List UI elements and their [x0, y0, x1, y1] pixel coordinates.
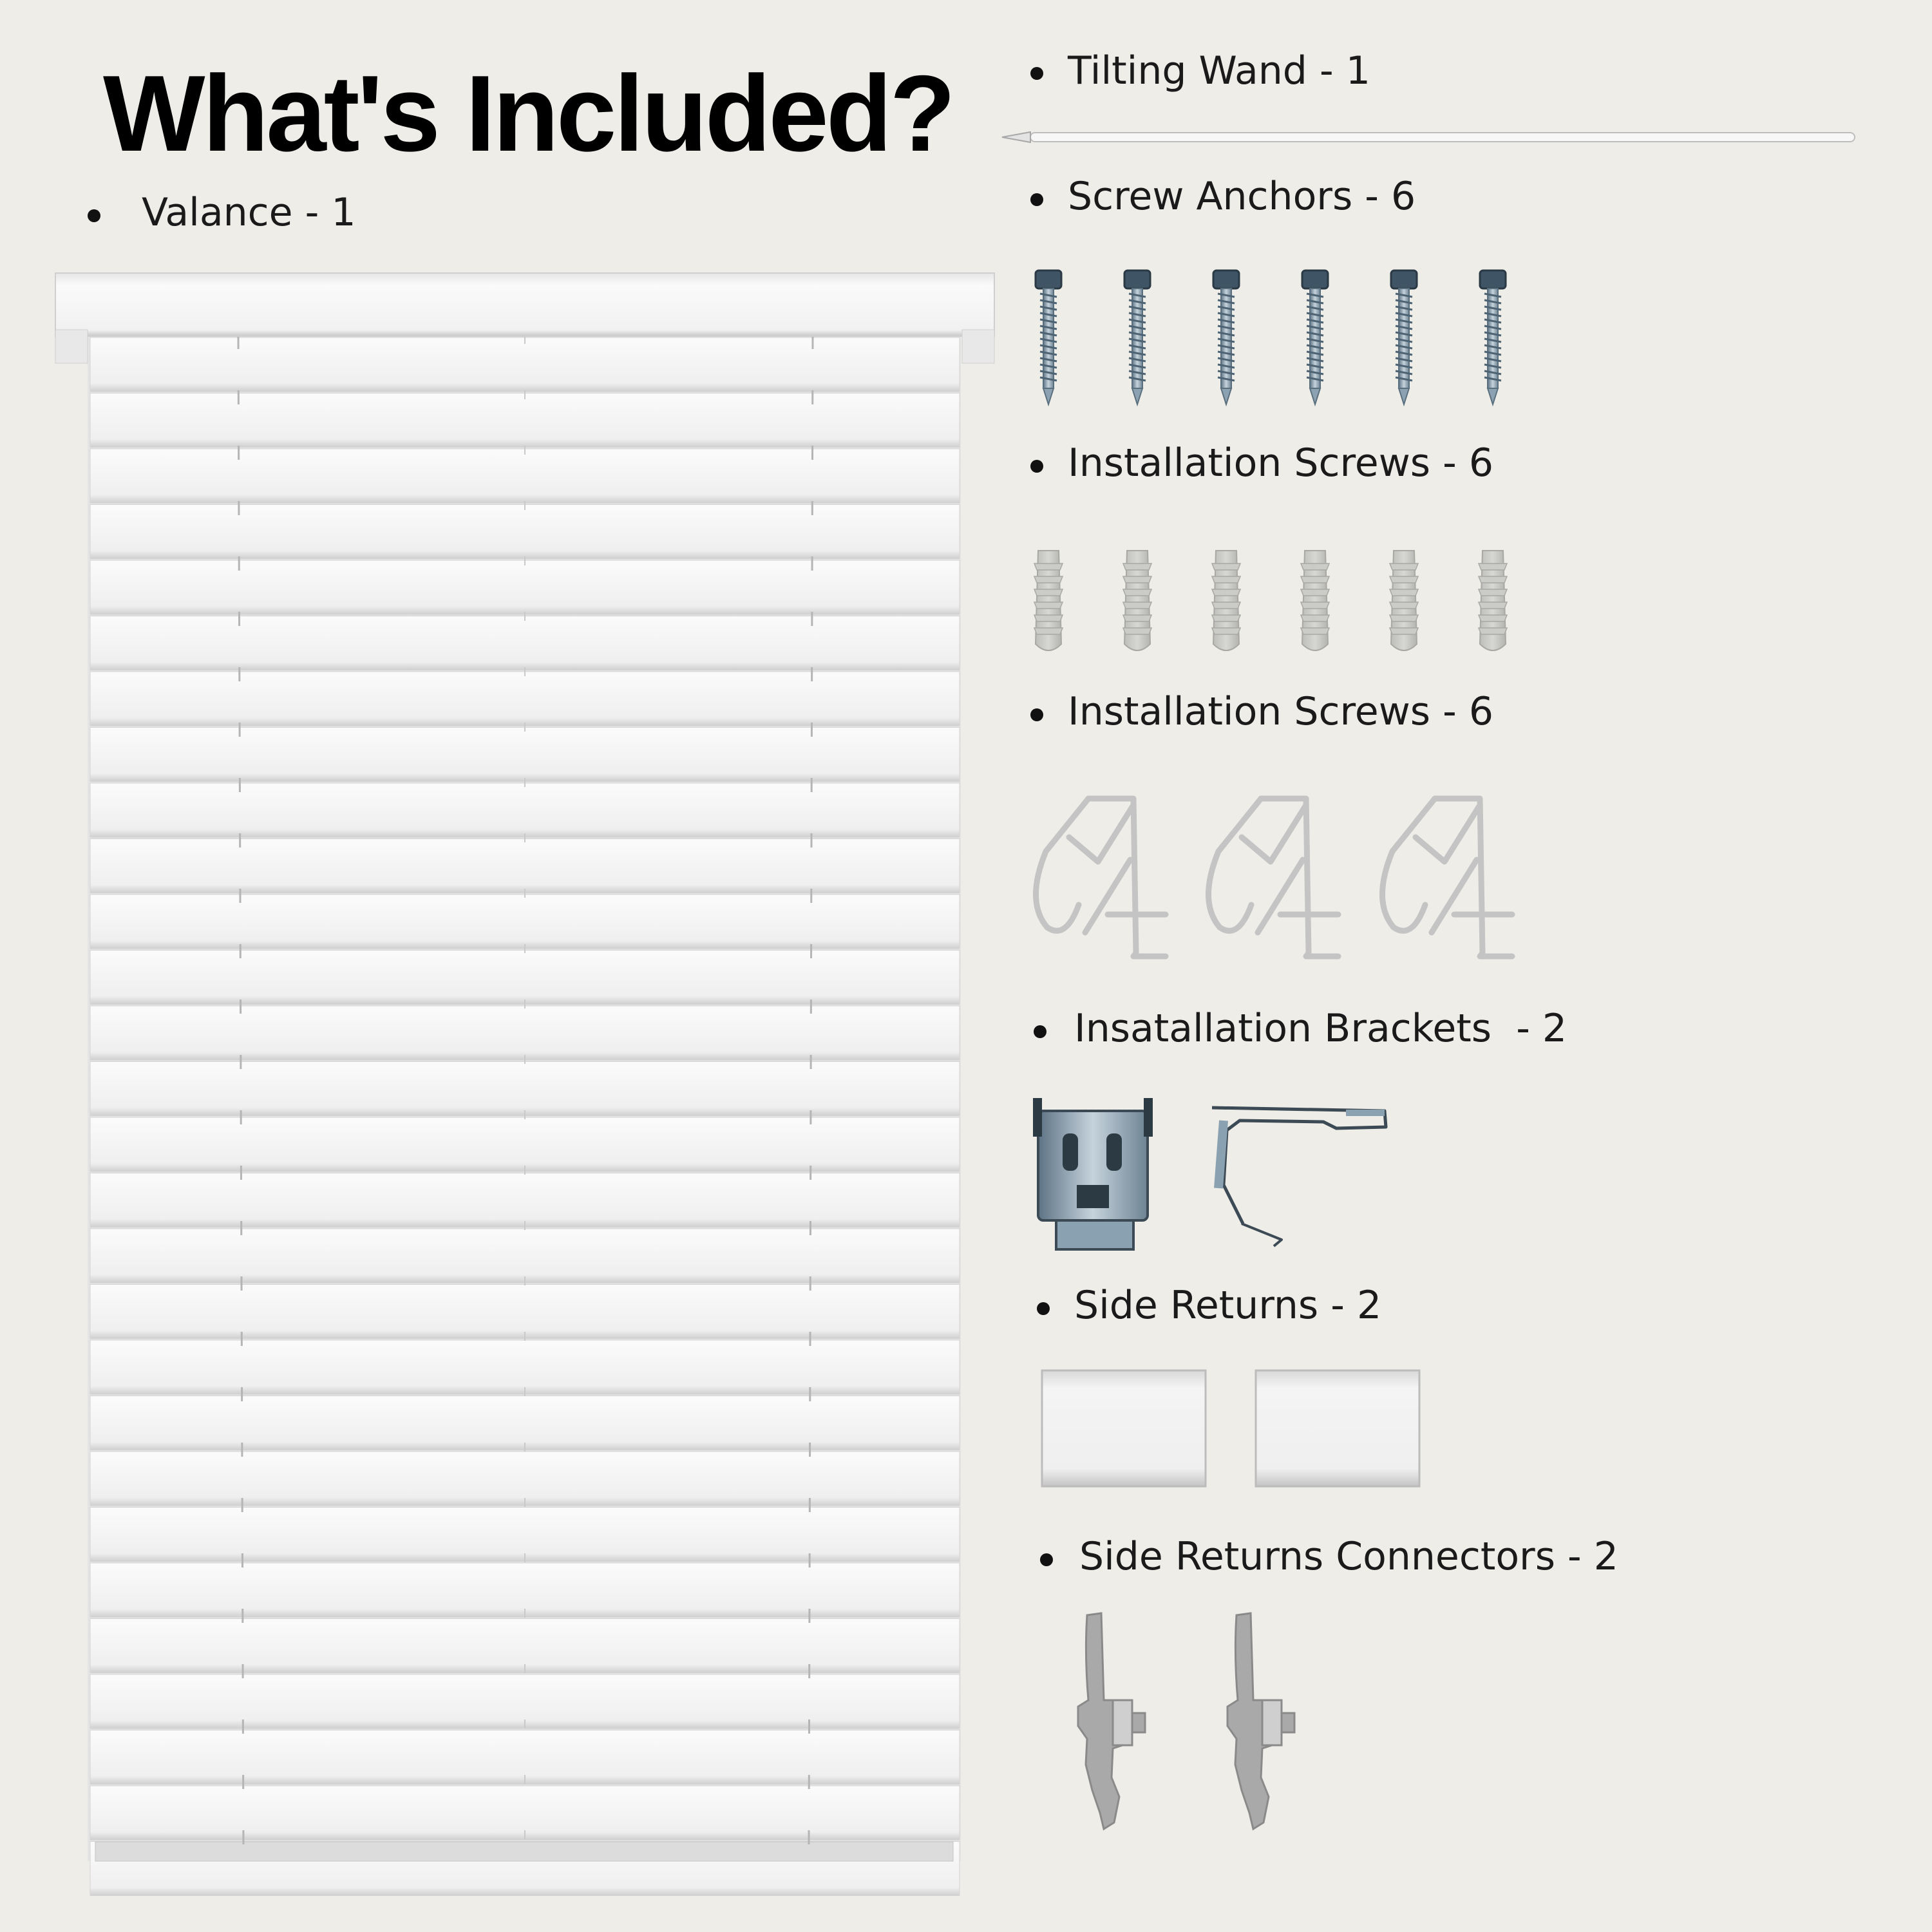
valance-clip-icon	[1036, 799, 1166, 956]
blind-slat	[90, 1285, 960, 1339]
blind-bottom-rail	[95, 1842, 953, 1861]
blind-slat	[90, 1229, 960, 1283]
installation-screws-label: Installation Screws - 6	[1068, 440, 1494, 486]
blind-slat	[90, 783, 960, 837]
wall-anchor-icon	[1479, 551, 1507, 650]
wall-anchor-icon	[1390, 551, 1418, 650]
blind-image	[55, 273, 994, 1896]
blind-slat	[90, 1173, 960, 1227]
wall-anchor-icon	[1034, 551, 1063, 650]
connector-icon	[1227, 1613, 1294, 1829]
anchors-image	[1034, 551, 1507, 650]
valance-label: Valance - 1	[142, 190, 356, 235]
screw-icon	[1213, 270, 1239, 404]
side-return	[1042, 1370, 1206, 1486]
blind-slat	[90, 449, 960, 503]
blind-slat	[90, 728, 960, 782]
blind-slat	[90, 560, 960, 614]
valance-return-left	[55, 330, 88, 363]
installation-brackets-label: Insatallation Brackets - 2	[1074, 1006, 1567, 1051]
connector-icon	[1078, 1613, 1145, 1829]
screw-icon	[1036, 270, 1061, 404]
blind-slat	[90, 1508, 960, 1562]
blind-slat	[90, 1117, 960, 1171]
blind-slat	[90, 1006, 960, 1060]
valance	[55, 273, 994, 336]
blind-slat	[90, 337, 960, 392]
clips-image	[1036, 799, 1512, 956]
tilting-wand-label: Tilting Wand - 1	[1068, 48, 1370, 93]
side-return	[1256, 1370, 1419, 1486]
page-title: What's Included?	[103, 53, 953, 174]
side-bracket	[1212, 1108, 1386, 1246]
blind-slat	[90, 951, 960, 1005]
blind-slat	[90, 393, 960, 448]
valance-clip-icon	[1208, 799, 1338, 956]
screw-icon	[1480, 270, 1506, 404]
blind-slat	[90, 616, 960, 670]
blind-slat	[90, 1452, 960, 1506]
valance-return-right	[962, 330, 994, 363]
screw-anchors-label: Screw Anchors - 6	[1068, 174, 1416, 219]
blind-slat	[90, 672, 960, 726]
installation-screws-label-2: Installation Screws - 6	[1068, 689, 1494, 734]
wall-anchor-icon	[1123, 551, 1151, 650]
screw-icon	[1124, 270, 1150, 404]
wall-anchor-icon	[1212, 551, 1240, 650]
blind-slat	[90, 895, 960, 949]
blind-slat	[90, 1062, 960, 1116]
wall-anchor-icon	[1301, 551, 1329, 650]
blind-slat	[90, 505, 960, 559]
side-returns-label: Side Returns - 2	[1074, 1283, 1382, 1328]
side-returns-connectors-image	[1078, 1613, 1294, 1829]
valance-clip-icon	[1382, 799, 1512, 956]
side-returns-connectors-label: Side Returns Connectors - 2	[1079, 1534, 1618, 1579]
blind-slat	[90, 839, 960, 893]
blind-slat	[90, 1340, 960, 1394]
installation-brackets-image	[1033, 1098, 1386, 1249]
screw-icon	[1391, 270, 1417, 404]
blind-slat	[90, 1396, 960, 1450]
screws-image	[1036, 270, 1506, 404]
screw-icon	[1302, 270, 1328, 404]
box-bracket	[1033, 1098, 1153, 1249]
tilting-wand-image	[1002, 132, 1855, 142]
side-returns-image	[1042, 1370, 1419, 1486]
